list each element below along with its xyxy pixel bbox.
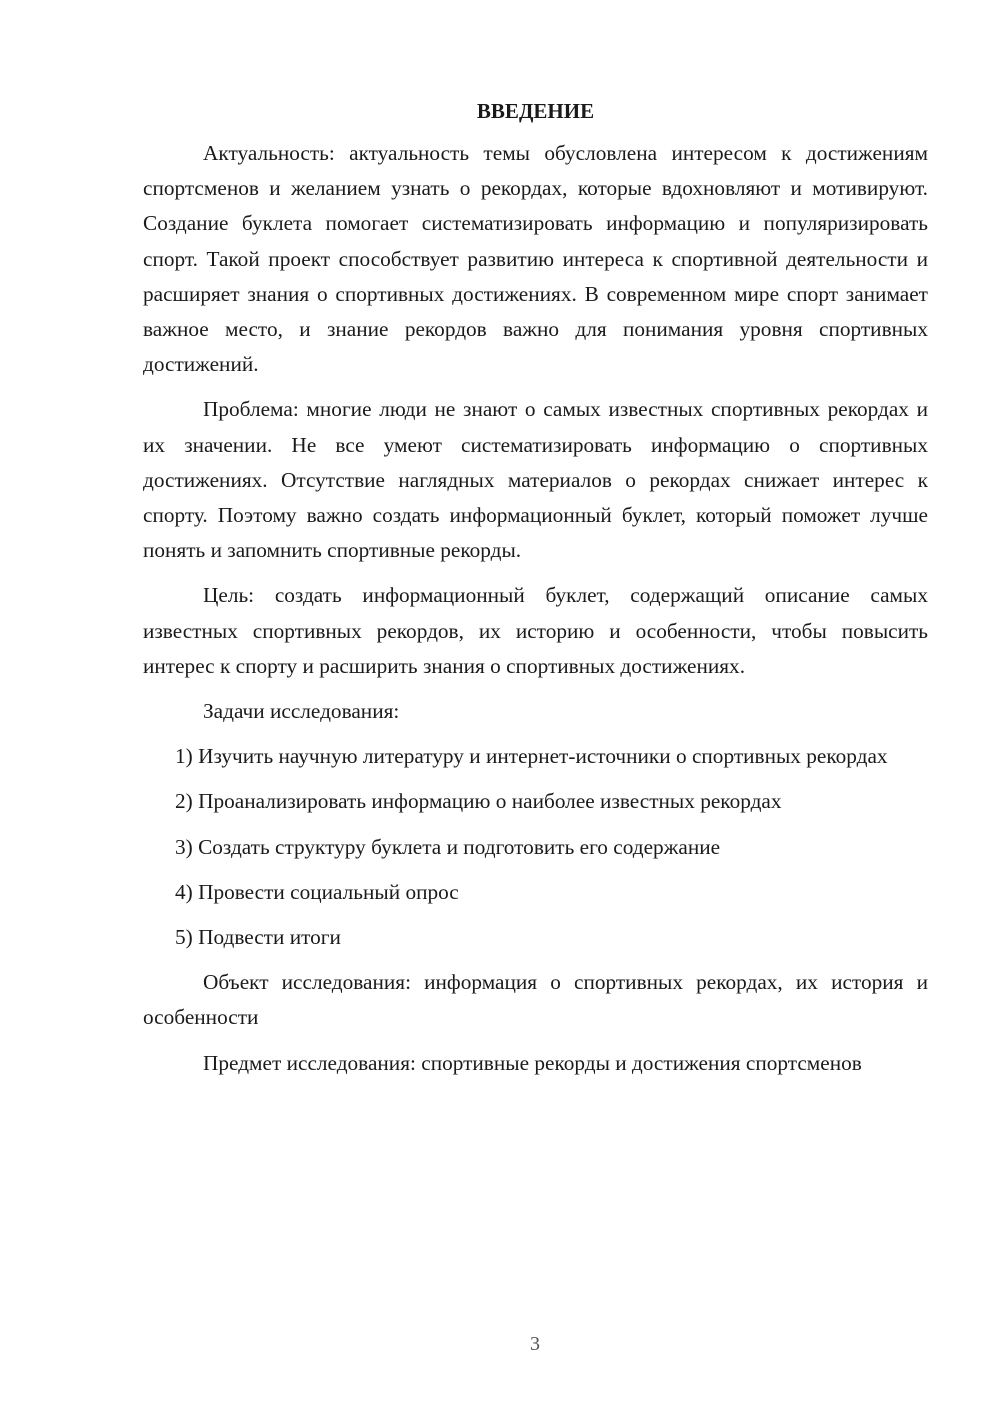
paragraph-subject: Предмет исследования: спортивные рекорды и достижения спортсменов bbox=[203, 1050, 862, 1075]
tasks-intro: Задачи исследования: bbox=[203, 699, 400, 724]
task-item: 4) Провести социальный опрос bbox=[175, 879, 459, 904]
paragraph-goal: Цель: создать информационный буклет, содержащий описание самых известных спортивных рекордов, их историю и особенности, чтобы повысить интерес к спорту и расширить знания о спортивных достижениях. bbox=[143, 583, 928, 678]
page-number: 3 bbox=[530, 1333, 540, 1355]
paragraph-object: Объект исследования: информация о спортивных рекордах, их история и особенности bbox=[143, 970, 928, 1030]
page-title: ВВЕДЕНИЕ bbox=[476, 99, 595, 123]
task-item: 5) Подвести итоги bbox=[175, 925, 341, 950]
paragraph-relevance: Актуальность: актуальность темы обусловлена интересом к достижениям спортсменов и желанием узнать о рекордах, которые вдохновляют и мотивируют. Создание буклета помогает систематизировать информацию и популяризировать спорт. Такой проект способствует развитию интереса к спортивной деятельности и расширяет знания о спортивных достижениях. В современном мире спорт занимает важное место, и знание рекордов важно для понимания уровня спортивных достижений. bbox=[143, 141, 928, 377]
document-page bbox=[143, 96, 928, 1091]
task-list bbox=[143, 739, 928, 955]
task-item: 3) Создать структуру буклета и подготовить его содержание bbox=[175, 834, 721, 859]
task-item: 1) Изучить научную литературу и интернет-источники о спортивных рекордах bbox=[175, 744, 888, 769]
task-item: 2) Проанализировать информацию о наиболее известных рекордах bbox=[175, 789, 782, 814]
paragraph-problem: Проблема: многие люди не знают о самых известных спортивных рекордах и их значении. Не все умеют систематизировать информацию о спортивных достижениях. Отсутствие наглядных материалов о рекордах снижает интерес к спорту. Поэтому важно создать информационный буклет, который поможет лучше понять и запомнить спортивные рекорды. bbox=[143, 397, 928, 563]
